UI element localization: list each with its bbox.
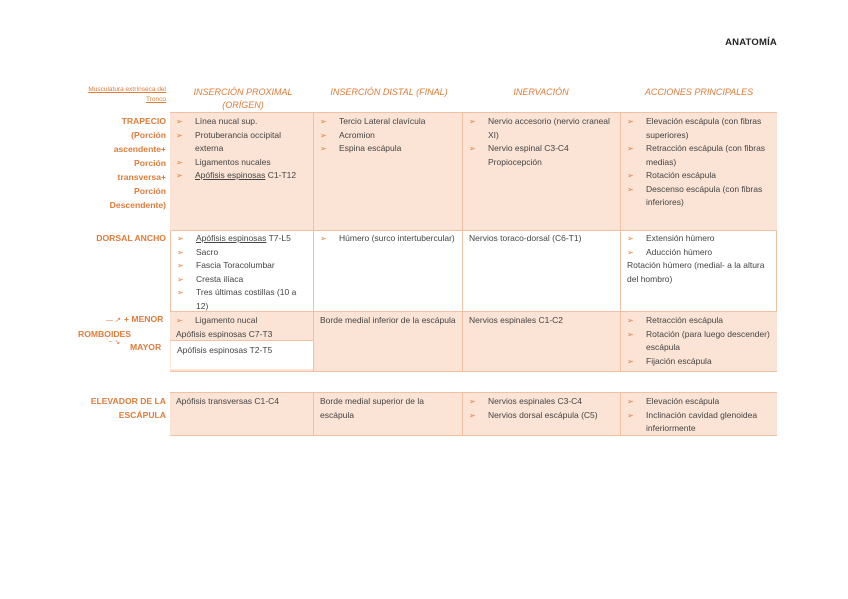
- list-item: ➢ Rotación escápula: [627, 169, 773, 183]
- connector-dash-upper: — ↗: [106, 317, 121, 324]
- arrow-bullet-icon: ➢: [176, 117, 183, 126]
- grid-line: [170, 392, 777, 393]
- list-item: ➢ Apófisis espinosas C1-T12: [176, 169, 309, 183]
- page-header-title: ANATOMÍA: [725, 37, 777, 48]
- list-item: ➢ Acromion: [320, 129, 458, 143]
- cell-elevador-distal: Borde medial superior de la escápula: [314, 393, 462, 435]
- list-item: ➢ Fascia Toracolumbar: [177, 259, 309, 273]
- list-item: ➢ Nervio espinal C3-C4 Propiocepción: [469, 143, 569, 167]
- cell-romboides-actions: [621, 312, 777, 371]
- grid-line: [170, 311, 777, 312]
- list-item: ➢ Ligamentos nucales: [176, 156, 309, 170]
- cell-romboides-distal: Borde medial inferior de la escápula: [314, 312, 462, 371]
- grid-line: [462, 112, 463, 372]
- cell-dorsal-actions: [621, 230, 777, 312]
- grid-line: [170, 112, 777, 113]
- grid-line: [620, 112, 621, 372]
- cell-dorsal-proximal: [170, 230, 313, 312]
- arrow-bullet-icon: ➢: [627, 410, 634, 420]
- cell-trapecio-distal: [314, 113, 462, 230]
- cell-elevador-actions: [621, 393, 777, 435]
- list-item: ➢ Retracción escápula: [627, 314, 773, 328]
- grid-line: [170, 230, 777, 231]
- arrow-bullet-icon: ➢: [320, 234, 327, 243]
- arrow-bullet-icon: ➢: [627, 144, 634, 153]
- cell-romboides-proximal-menor: [170, 312, 313, 340]
- list-item: ➢ Elevación escápula: [627, 395, 773, 409]
- list-item: ➢ Fijación escápula: [627, 355, 773, 369]
- grid-line: [170, 371, 777, 372]
- arrow-bullet-icon: ➢: [627, 329, 634, 339]
- list-item: ➢ Nervios espinales C3-C4: [469, 395, 616, 409]
- arrow-bullet-icon: ➢: [469, 144, 476, 153]
- arrow-bullet-icon: ➢: [176, 130, 183, 140]
- arrow-bullet-icon: ➢: [627, 234, 634, 243]
- romboides-mayor-label: MAYOR: [130, 342, 162, 352]
- list-item: ➢ Rotación (para luego descender) escápula: [627, 328, 770, 352]
- underlined-term: Apófisis espinosas: [196, 233, 267, 243]
- list-item: ➢ Sacro: [177, 246, 309, 260]
- arrow-bullet-icon: ➢: [320, 144, 327, 153]
- grid-line: [313, 392, 314, 436]
- list-item: ➢ Espina escápula: [320, 142, 458, 156]
- connector-dash-lower: `~ ↘: [106, 339, 121, 346]
- romboides-menor-label: + MENOR: [124, 314, 164, 324]
- list-item: ➢ Apófisis espinosas T7-L5: [177, 232, 309, 246]
- list-item: ➢ Aducción húmero: [627, 246, 772, 260]
- arrow-bullet-icon: ➢: [177, 274, 184, 284]
- arrow-bullet-icon: ➢: [627, 184, 634, 194]
- arrow-bullet-icon: ➢: [177, 247, 184, 257]
- arrow-bullet-icon: ➢: [627, 117, 634, 126]
- arrow-bullet-icon: ➢: [176, 171, 183, 180]
- cell-elevador-nerve: [463, 393, 620, 435]
- grid-line: [620, 392, 621, 436]
- row-label-romboides: ROMBOIDES: [78, 329, 131, 339]
- arrow-bullet-icon: ➢: [627, 247, 634, 257]
- arrow-bullet-icon: ➢: [320, 130, 327, 140]
- list-item: ➢ Nervio accesorio (nervio craneal XI): [469, 116, 610, 140]
- list-item: ➢ Línea nucal sup.: [176, 115, 309, 129]
- list-item: ➢ Cresta ilíaca: [177, 273, 309, 287]
- grid-line: [462, 392, 463, 436]
- arrow-bullet-icon: ➢: [177, 234, 184, 243]
- actions-extra-text: Rotación húmero (medial- a la altura del hombro): [627, 260, 765, 284]
- row-label-trapecio: TRAPECIO (Porción ascendente+ Porción transversa+ Porción Descendente): [109, 116, 166, 210]
- list-item: ➢ Nervios dorsal escápula (C5): [469, 409, 616, 423]
- list-item: ➢ Ligamento nucal: [176, 314, 309, 328]
- cell-trapecio-actions: [621, 113, 777, 230]
- row-label-dorsal: DORSAL ANCHO: [96, 233, 166, 243]
- proximal-menor-text: Apófisis espinosas C7-T3: [176, 328, 273, 339]
- underlined-term: Apófisis espinosas: [195, 170, 266, 180]
- list-item: ➢ Protuberancia occipital externa: [176, 129, 281, 153]
- corner-label: Musculatura extrínseca del Tronco: [88, 86, 166, 103]
- col-header-nerve: INERVACIÓN: [513, 87, 569, 97]
- arrow-bullet-icon: ➢: [177, 261, 184, 270]
- arrow-bullet-icon: ➢: [469, 397, 476, 406]
- cell-elevador-proximal: Apófisis transversas C1-C4: [170, 393, 313, 435]
- arrow-bullet-icon: ➢: [469, 117, 476, 126]
- col-header-distal: INSERCIÓN DISTAL (FINAL): [330, 87, 448, 97]
- arrow-bullet-icon: ➢: [627, 316, 634, 325]
- row-label-elevador: ELEVADOR DE LA ESCÁPULA: [90, 396, 166, 420]
- list-item: ➢ Extensión húmero: [627, 232, 772, 246]
- arrow-bullet-icon: ➢: [177, 288, 184, 297]
- arrow-bullet-icon: ➢: [469, 410, 476, 420]
- cell-romboides-nerve: Nervios espinales C1-C2: [463, 312, 620, 371]
- list-item: ➢ Inclinación cavidad glenoidea inferiormente: [627, 409, 758, 433]
- grid-line: [313, 112, 314, 372]
- grid-line: [170, 340, 313, 341]
- col-header-actions: ACCIONES PRINCIPALES: [644, 87, 754, 97]
- cell-dorsal-distal: [314, 230, 462, 312]
- list-item: ➢ Tercio Lateral clavícula: [320, 115, 458, 129]
- arrow-bullet-icon: ➢: [627, 356, 634, 366]
- list-item: ➢ Retracción escápula (con fibras medias): [627, 143, 766, 167]
- col-header-proximal: INSERCIÓN PROXIMAL (ORÍGEN): [193, 87, 293, 110]
- arrow-bullet-icon: ➢: [627, 171, 634, 180]
- cell-romboides-proximal-mayor: Apófisis espinosas T2-T5: [171, 341, 312, 369]
- list-item: ➢ Tres últimas costillas (10 a 12): [177, 287, 297, 311]
- grid-line: [170, 435, 777, 436]
- arrow-bullet-icon: ➢: [176, 316, 183, 325]
- arrow-bullet-icon: ➢: [627, 397, 634, 406]
- divider: [170, 312, 171, 370]
- cell-dorsal-nerve: Nervios toraco-dorsal (C6-T1): [463, 230, 620, 312]
- list-item: ➢ Húmero (surco intertubercular): [320, 232, 458, 246]
- arrow-bullet-icon: ➢: [176, 157, 183, 167]
- list-item: ➢ Descenso escápula (con fibras inferiores): [627, 183, 763, 207]
- list-item: ➢ Elevación escápula (con fibras superiores): [627, 116, 762, 140]
- arrow-bullet-icon: ➢: [320, 117, 327, 126]
- cell-trapecio-nerve: [463, 113, 620, 230]
- cell-trapecio-proximal: [170, 113, 313, 230]
